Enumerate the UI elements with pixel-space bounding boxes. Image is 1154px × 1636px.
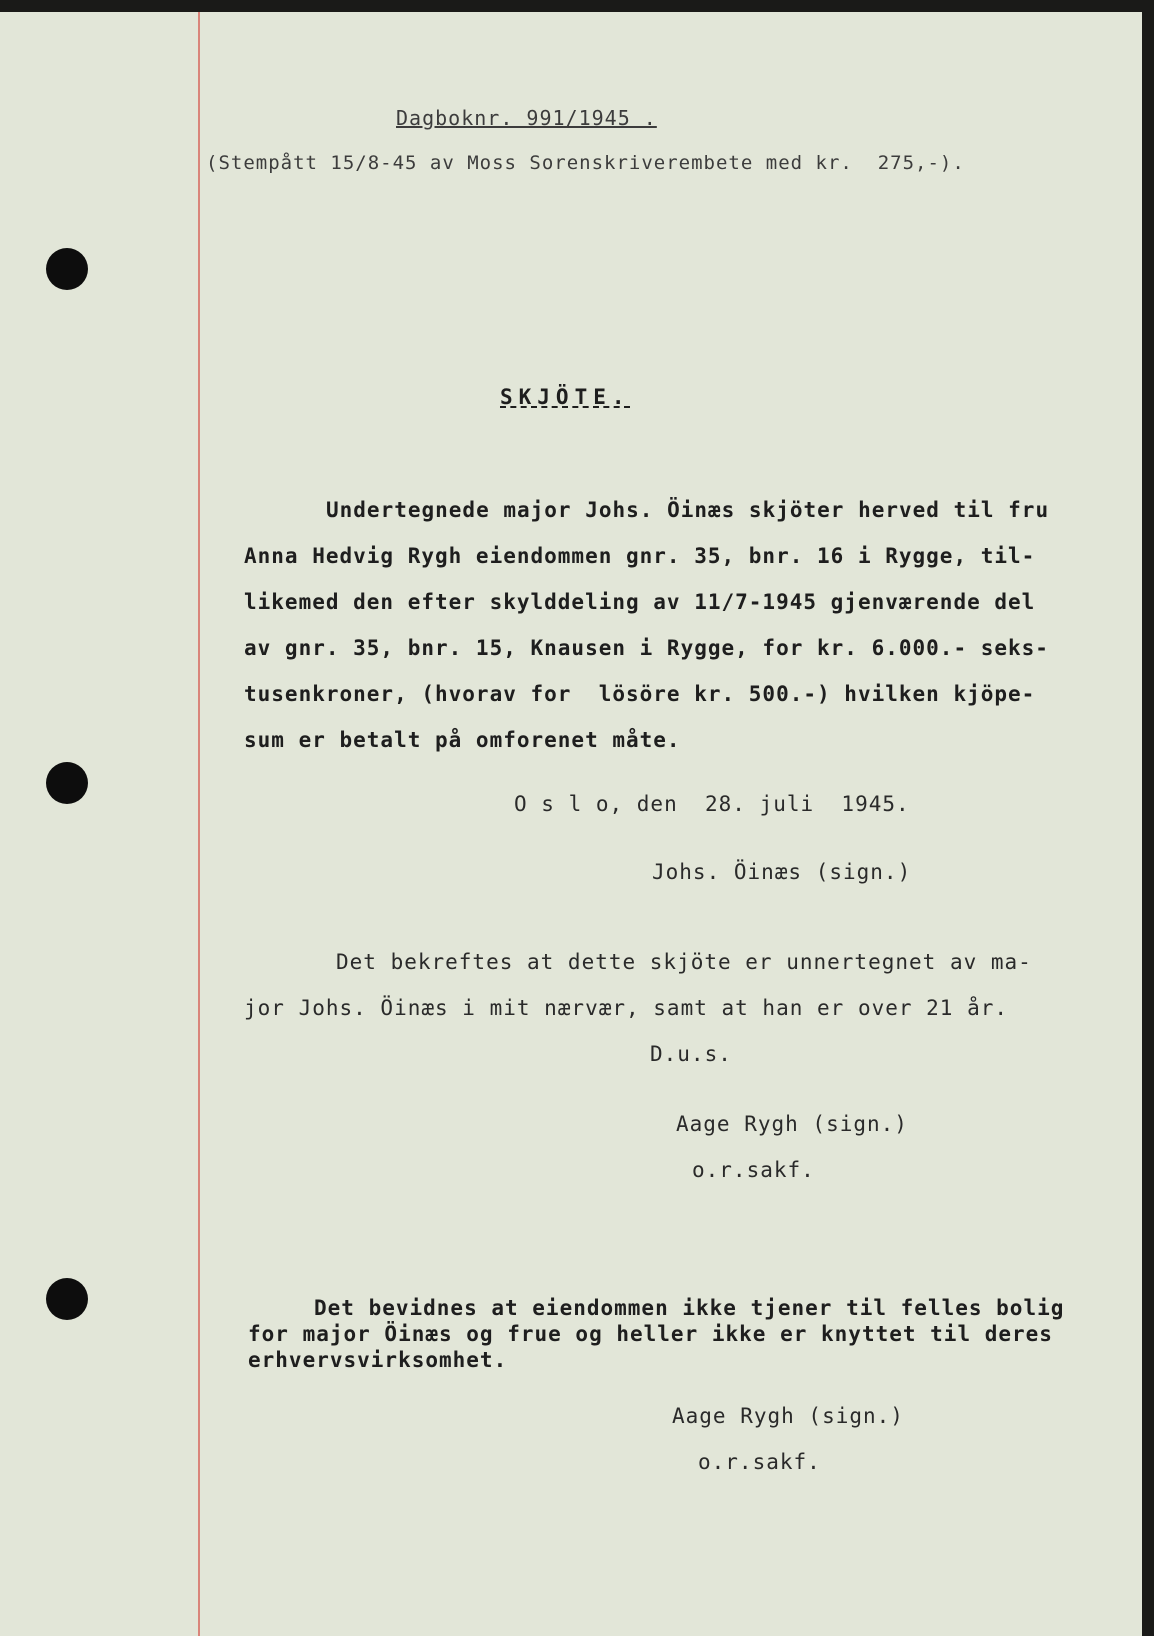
para1-line: Undertegnede major Johs. Öinæs skjöter herved til fru xyxy=(326,498,1050,522)
para2-line: Det bekreftes at dette skjöte er unnertegnet av ma- xyxy=(336,950,1032,974)
para3-line: for major Öinæs og frue og heller ikke er knyttet til deres xyxy=(248,1322,1053,1346)
punch-hole-icon xyxy=(46,1278,88,1320)
para3-line: erhvervsvirksomhet. xyxy=(248,1348,508,1372)
signature-title: o.r.sakf. xyxy=(692,1158,815,1182)
para3-line: Det bevidnes at eiendommen ikke tjener til felles bolig xyxy=(314,1296,1065,1320)
para2-line: jor Johs. Öinæs i mit nærvær, samt at han er over 21 år. xyxy=(244,996,1009,1020)
punch-hole-icon xyxy=(46,762,88,804)
dagbok-number: Dagboknr. 991/1945 . xyxy=(396,106,657,130)
signature-rygh: Aage Rygh (sign.) xyxy=(672,1404,904,1428)
margin-line xyxy=(198,12,200,1636)
para1-line: av gnr. 35, bnr. 15, Knausen i Rygge, for kr. 6.000.- seks- xyxy=(244,636,1049,660)
signature-title: o.r.sakf. xyxy=(698,1450,821,1474)
para1-line: sum er betalt på omforenet måte. xyxy=(244,728,681,752)
para1-line: tusenkroner, (hvorav for lösöre kr. 500.-) hvilken kjöpe- xyxy=(244,682,1036,706)
punch-hole-icon xyxy=(46,248,88,290)
dus-label: D.u.s. xyxy=(650,1042,732,1066)
document-page xyxy=(0,12,1142,1636)
place-date: O s l o, den 28. juli 1945. xyxy=(514,792,910,816)
para1-line: Anna Hedvig Rygh eiendommen gnr. 35, bnr. 16 i Rygge, til- xyxy=(244,544,1036,568)
signature-rygh: Aage Rygh (sign.) xyxy=(676,1112,908,1136)
stamp-note: (Stempått 15/8-45 av Moss Sorenskriverembete med kr. 275,-). xyxy=(206,152,965,174)
signature-oinaes: Johs. Öinæs (sign.) xyxy=(652,860,912,884)
document-title: SKJÖTE. xyxy=(500,385,631,409)
para1-line: likemed den efter skylddeling av 11/7-1945 gjenværende del xyxy=(244,590,1036,614)
